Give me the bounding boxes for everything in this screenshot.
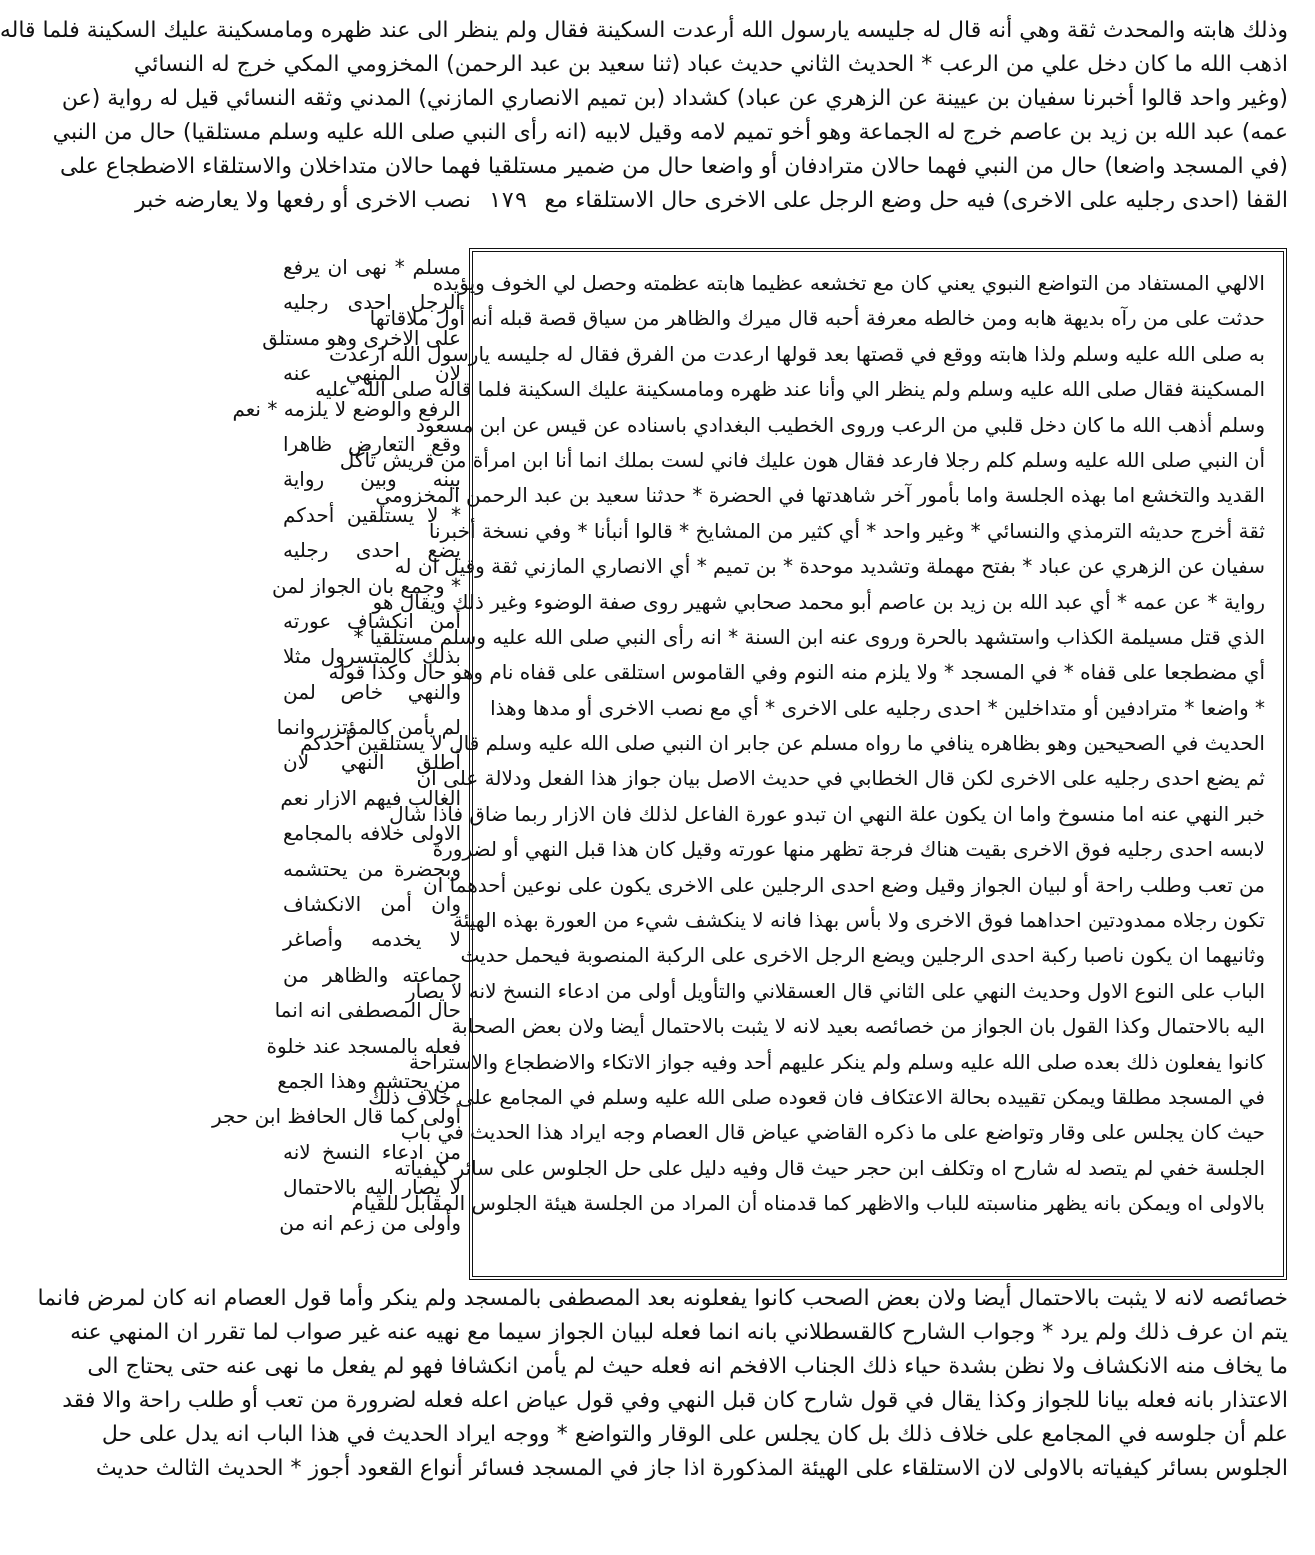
frame-line: كانوا يفعلون ذلك بعده صلى الله عليه وسلم ولم ينكر عليهم أحد وفيه جواز الاتكاء والاضطجاع والاستراحة — [408, 1049, 1265, 1074]
margin-line: وقع التعارض ظاهرا — [283, 431, 461, 456]
footer-line: يتم ان عرف ذلك ولم يرد * وجواب الشارح كالقسطلاني بانه انما فعله لبيان الجواز سيما مع نهيه عنه غير صواب لما تقرر ان المنهي عنه — [70, 1320, 1288, 1345]
frame-line: أن النبي صلى الله عليه وسلم كلم رجلا فارعد فقال هون عليك فاني لست بملك انما أنا ابن امرأة من قريش تأكل — [339, 447, 1265, 472]
margin-line: جماعته والظاهر من — [283, 962, 461, 987]
frame-line: الحديث في الصحيحين وهو بظاهره ينافي ما رواه مسلم عن جابر ان النبي صلى الله عليه وسلم قال لا يستلقين أحدكم — [299, 731, 1265, 756]
frame-line: من تعب وطلب راحة أو لبيان الجواز وقيل وضع احدى الرجلين على الاخرى يكون على نوعين أحدهما ان — [422, 872, 1265, 897]
margin-line: وأولى من زعم انه من — [279, 1210, 461, 1235]
header-line-with-page-number — [135, 184, 1288, 218]
margin-line: * لا يستلقين أحدكم — [283, 502, 461, 527]
frame-line: تكون رجلاه ممدودتين احداهما فوق الاخرى ولا بأس بهذا فانه لا ينكشف شيء من العورة بهذه الهيئة — [452, 908, 1265, 933]
margin-line: أمن انكشاف عورته — [283, 608, 461, 633]
margin-line: من يحتشم وهذا الجمع — [277, 1068, 461, 1093]
frame-line: المسكينة فقال صلى الله عليه وسلم ولم ينظر الي وأنا عند ظهره ومامسكينة عليك السكينة فلما قاله صلى الله عليه — [315, 377, 1265, 402]
frame-line: لابسه احدى رجليه فوق الاخرى بقيت هناك فرجة تظهر منها عورته وقيل كان هذا قبل النهي أو لضرورة — [432, 837, 1265, 862]
margin-line: الرجل احدى رجليه — [283, 290, 461, 315]
frame-line: حيث كان يجلس على وقار وتواضع على ما ذكره القاضي عياض قال العصام وجه ايراد هذا الحديث في باب — [400, 1120, 1265, 1145]
frame-line: في المسجد مطلقا ويمكن تقييده بحالة الاعتكاف فان قعوده صلى الله عليه وسلم في المجامع على خلاف ذلك — [368, 1084, 1265, 1109]
margin-line: بذلك كالمتسرول مثلا — [283, 644, 461, 669]
header-line: وذلك هابته والمحدث ثقة وهي أنه قال له جليسه يارسول الله أرعدت السكينة فقال ولم ينظر الى عند ظهره ومامسكينة عليك السكينة فلما قاله — [0, 18, 1288, 43]
frame-line: الباب على النوع الاول وحديث النهي على الثاني قال العسقلاني والتأويل أولى من ادعاء النسخ لانه لا يصار — [406, 978, 1265, 1003]
margin-line: يضع احدى رجليه — [283, 538, 461, 563]
frame-line: القديد والتخشع اما بهذه الجلسة واما بأمور آخر شاهدتها في الحضرة * حدثنا سعيد بن عبد الرحمن المخزومي — [375, 483, 1265, 508]
frame-line: * واضعا * مترادفين أو متداخلين * احدى رجليه على الاخرى * أي مع نصب الاخرى أو مدها وهذا — [490, 695, 1265, 720]
header-line-tail: نصب الاخرى أو رفعها ولا يعارضه خبر — [135, 188, 471, 213]
margin-line: والنهي خاص لمن — [283, 679, 461, 704]
margin-line: فعله بالمسجد عند خلوة — [266, 1033, 461, 1058]
margin-line: بينه وبين رواية — [283, 467, 461, 492]
frame-line: أي مضطجعا على قفاه * في المسجد * ولا يلزم منه النوم وفي القاموس استلقى على قفاه نام وهو حال وكذا قوله — [328, 660, 1265, 685]
frame-line: الالهي المستفاد من التواضع النبوي يعني كان مع تخشعه عظيما هابته عظمته وحصل لي الخوف ويؤيده — [432, 271, 1265, 295]
header-line: القفا (احدى رجليه على الاخرى) فيه حل وضع الرجل على الاخرى حال الاستلقاء مع — [544, 188, 1288, 213]
frame-line: الجلسة خفي لم يتصد له شارح اه وتكلف ابن حجر حيث قال وفيه دليل على حل الجلوس على سائر كيفياته — [394, 1155, 1265, 1180]
margin-line: الرفع والوضع لا يلزمه * نعم — [232, 396, 461, 421]
margin-line: وبحضرة من يحتشمه — [283, 856, 461, 881]
header-commentary — [0, 14, 1288, 218]
frame-line: به صلى الله عليه وسلم ولذا هابته ووقع في قصتها بعد قولها ارعدت من الفرق فقال له جليسه يارسول الله ارعدت — [329, 341, 1265, 366]
margin-line: أولى كما قال الحافظ ابن حجر — [212, 1104, 461, 1129]
margin-line: الاولى خلافه بالمجامع — [283, 821, 461, 846]
margin-line: أطلق النهي لان — [283, 750, 461, 775]
frame-line: ثقة أخرج حديثه الترمذي والنسائي * وغير واحد * أي كثير من المشايخ * قالوا أنبأنا * وفي نسخة أخبرنا — [428, 518, 1265, 543]
footer-line: ما يخاف منه الانكشاف ولا نظن بشدة حياء ذلك الجناب الافخم انه فعله حيث لم يأمن انكشافا فهو لم يفعل ما نهى عنه حتى يحتاج الى — [87, 1354, 1288, 1379]
margin-line: من ادعاء النسخ لانه — [283, 1139, 461, 1164]
header-line: عمه) عبد الله بن زيد بن عاصم خرج له الجماعة وهو أخو تميم لامه وقيل لابيه (انه رأى النبي صلى الله عليه وسلم مستلقيا) حال من النبي — [52, 120, 1288, 145]
footer-line: الاعتذار بانه فعله بيانا للجواز وكذا يقال في قول شارح كان قبل النهي وفي قول عياض اعله فعله لضرورة من تعب أو طلب راحة والا فقد — [62, 1388, 1288, 1413]
margin-line: لا يخدمه وأصاغر — [283, 927, 461, 952]
footer-commentary — [37, 1282, 1288, 1486]
margin-line: لان المنهي عنه — [283, 361, 461, 386]
frame-line: رواية * عن عمه * أي عبد الله بن زيد بن عاصم أبو محمد صحابي شهير روى صفة الوضوء وغير ذلك ويقال هو — [372, 589, 1265, 614]
margin-commentary — [212, 250, 461, 1241]
footer-line: الجلوس بسائر كيفياته بالاولى لان الاستلقاء على الهيئة المذكورة اذا جاز في المسجد فسائر أنواع القعود أجوز * الحديث الثالث حديث — [95, 1456, 1288, 1481]
margin-line: لم يأمن كالمؤتزر وانما — [276, 715, 461, 740]
page-number: ١٧٩ — [487, 188, 528, 213]
margin-line: على الاخرى وهو مستلق — [262, 325, 461, 350]
frame-line: سفيان عن الزهري عن عباد * بفتح مهملة وتشديد موحدة * بن تميم * أي الانصاري المازني ثقة وقيل ان له — [394, 554, 1265, 579]
frame-line: حدثت على من رآه بديهة هابه ومن خالطه معرفة أحبه قال ميرك والظاهر من سياق قصة قبله أنه أول ملاقاتها — [369, 306, 1265, 331]
frame-line: اليه بالاحتمال وكذا القول بان الجواز من خصائصه بعيد لانه لا يثبت بالاحتمال أيضا ولان بعض الصحابة — [451, 1014, 1265, 1039]
margin-line: الغالب فيهم الازار نعم — [280, 785, 461, 810]
margin-line: وان أمن الانكشاف — [283, 892, 461, 917]
frame-line: خبر النهي عنه اما منسوخ واما ان يكون علة النهي ان تبدو عورة الفاعل لذلك فان الازار ربما ضاق فاذا شال — [389, 801, 1265, 826]
margin-line: * وجمع بان الجواز لمن — [272, 573, 461, 598]
footer-line: خصائصه لانه لا يثبت بالاحتمال أيضا ولان بعض الصحب كانوا يفعلونه بعد المصطفى بالمسجد ولم ينكر وأما قول العصام انه كان لمرض فانما — [37, 1286, 1288, 1311]
margin-line: مسلم * نهى ان يرفع — [283, 255, 461, 279]
frame-line: ثم يضع احدى رجليه على الاخرى لكن قال الخطابي في حديث الاصل بيان جواز هذا الفعل ودلالة على ان — [416, 766, 1265, 791]
footer-line: علم أن جلوسه في المجامع على خلاف ذلك بل كان يجلس على الوقار والتواضع * ووجه ايراد الحديث في هذا الباب انه يدل على حل — [101, 1422, 1288, 1447]
frame-line: وسلم أذهب الله ما كان دخل قلبي من الرعب وروى الخطيب البغدادي باسناده عن قيس عن ابن مسعود — [415, 412, 1265, 437]
frame-line: الذي قتل مسيلمة الكذاب واستشهد بالحرة وروى عنه ابن السنة * انه رأى النبي صلى الله عليه وسلم مستلقيا * — [353, 624, 1265, 649]
frame-line: وثانيهما ان يكون ناصبا ركبة احدى الرجلين ويضع الرجل الاخرى على الركبة المنصوبة فيحمل حديث — [460, 943, 1265, 968]
margin-line: لا يصار اليه بالاحتمال — [283, 1175, 461, 1200]
header-line: (في المسجد واضعا) حال من النبي فهما حالان مترادفان أو واضعا حال من ضمير مستلقيا فهما حالان متداخلان والاستلقاء الاضطجاع على — [59, 154, 1288, 179]
header-line: (وغير واحد قالوا أخبرنا سفيان بن عيينة عن الزهري عن عباد) كشداد (بن تميم الانصاري المازني) المدني وثقه النسائي قيل له رواية (عن — [61, 86, 1288, 111]
header-line: اذهب الله ما كان دخل علي من الرعب * الحديث الثاني حديث عباد (ثنا سعيد بن عبد الرحمن) المخزومي المكي خرج له النسائي — [133, 52, 1288, 77]
margin-line: حال المصطفى انه انما — [274, 998, 461, 1023]
frame-line: بالاولى اه ويمكن بانه يظهر مناسبته للباب والاظهر كما قدمناه أن المراد من الجلسة هيئة الجلوس المقابل للقيام — [351, 1191, 1265, 1216]
